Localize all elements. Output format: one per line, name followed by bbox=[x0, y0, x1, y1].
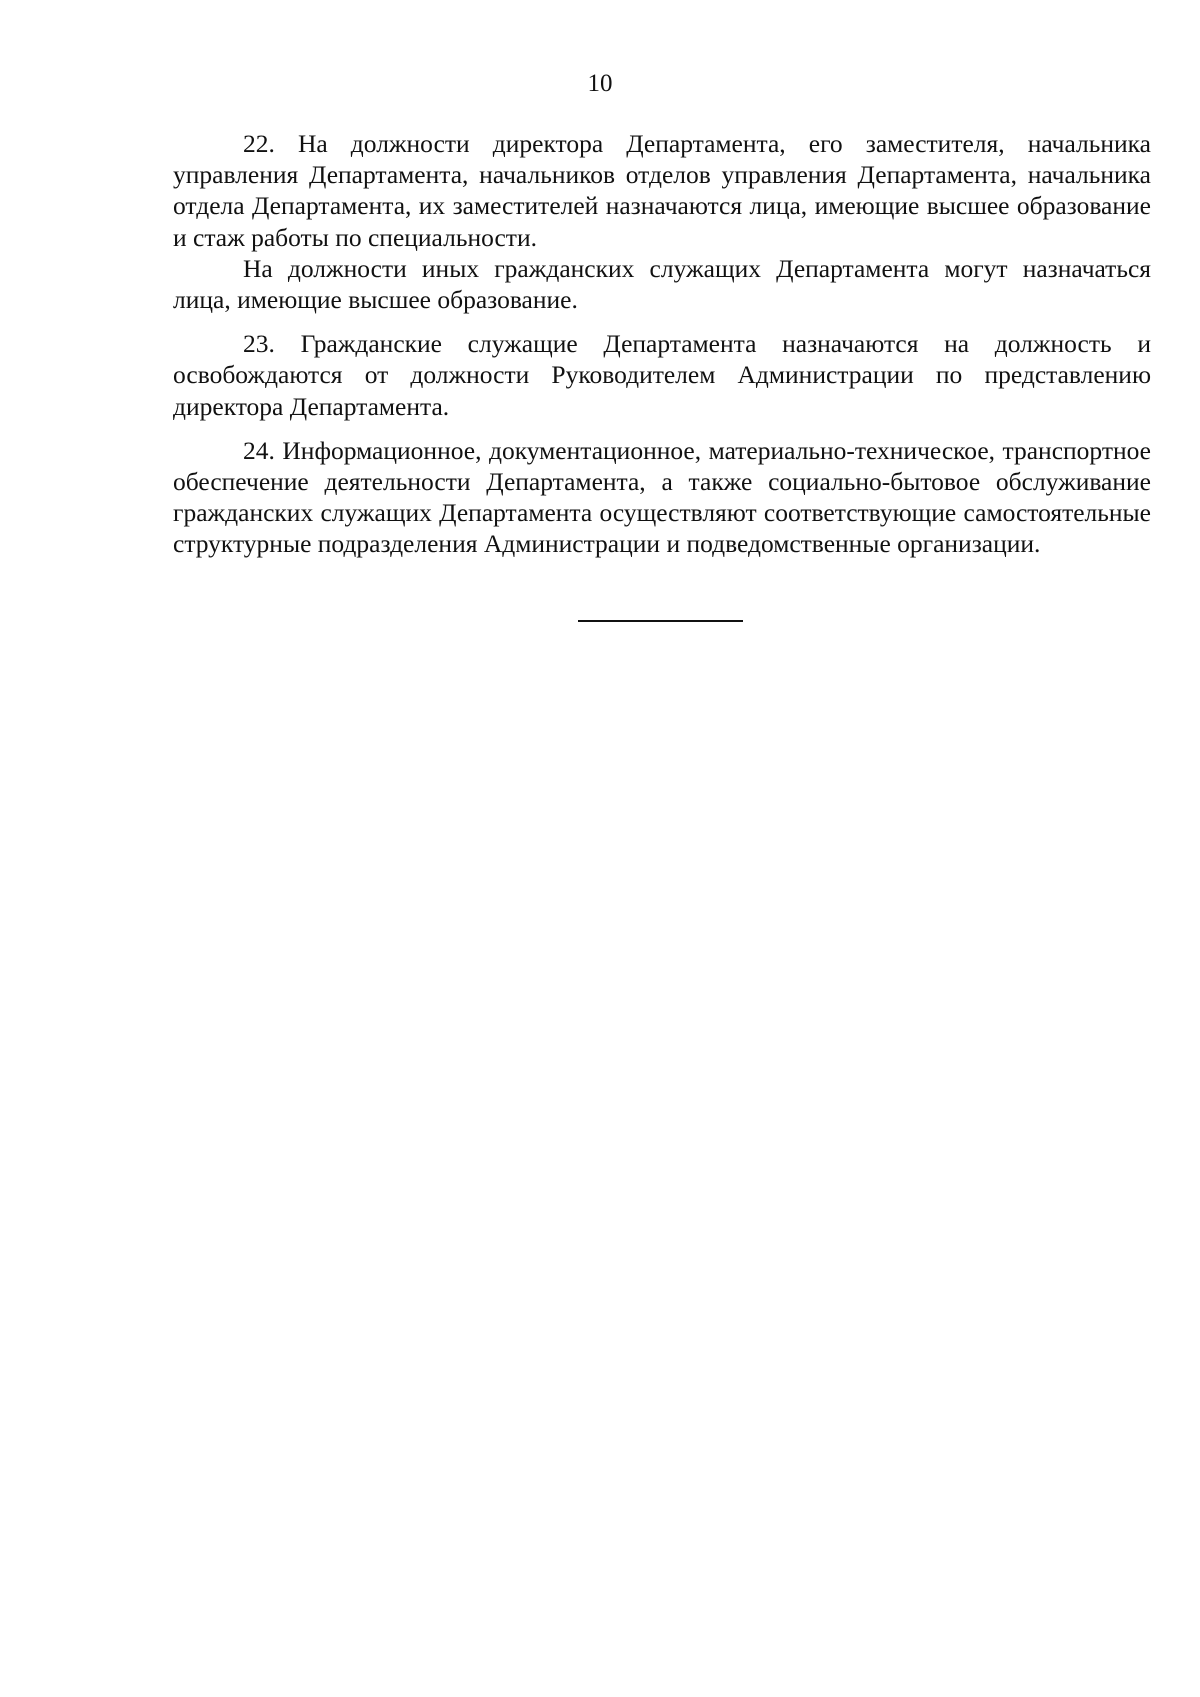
paragraph-23: 23. Гражданские служащие Департамента назначаются на должность и освобождаются от должности Руководителем Администрации по представлению директора Департамента. bbox=[173, 329, 1151, 421]
document-body bbox=[173, 128, 1151, 560]
paragraph-24: 24. Информационное, документационное, материально-техническое, транспортное обеспечение деятельности Департамента, а также социально-бытовое обслуживание гражданских служащих Департамента осуществляют соответствующие самостоятельные структурные подразделения Администрации и подведомственные организации. bbox=[173, 435, 1151, 559]
paragraph-22-continuation: На должности иных гражданских служащих Департамента могут назначаться лица, имеющие высшее образование. bbox=[173, 253, 1151, 315]
paragraph-22: 22. На должности директора Департамента, его заместителя, начальника управления Департамента, начальников отделов управления Департамента, начальника отдела Департамента, их заместителей назначаются лица, имеющие высшее образование и стаж работы по специальности. bbox=[173, 129, 1151, 252]
page-number: 10 bbox=[587, 70, 613, 97]
end-of-document-rule bbox=[578, 620, 743, 622]
